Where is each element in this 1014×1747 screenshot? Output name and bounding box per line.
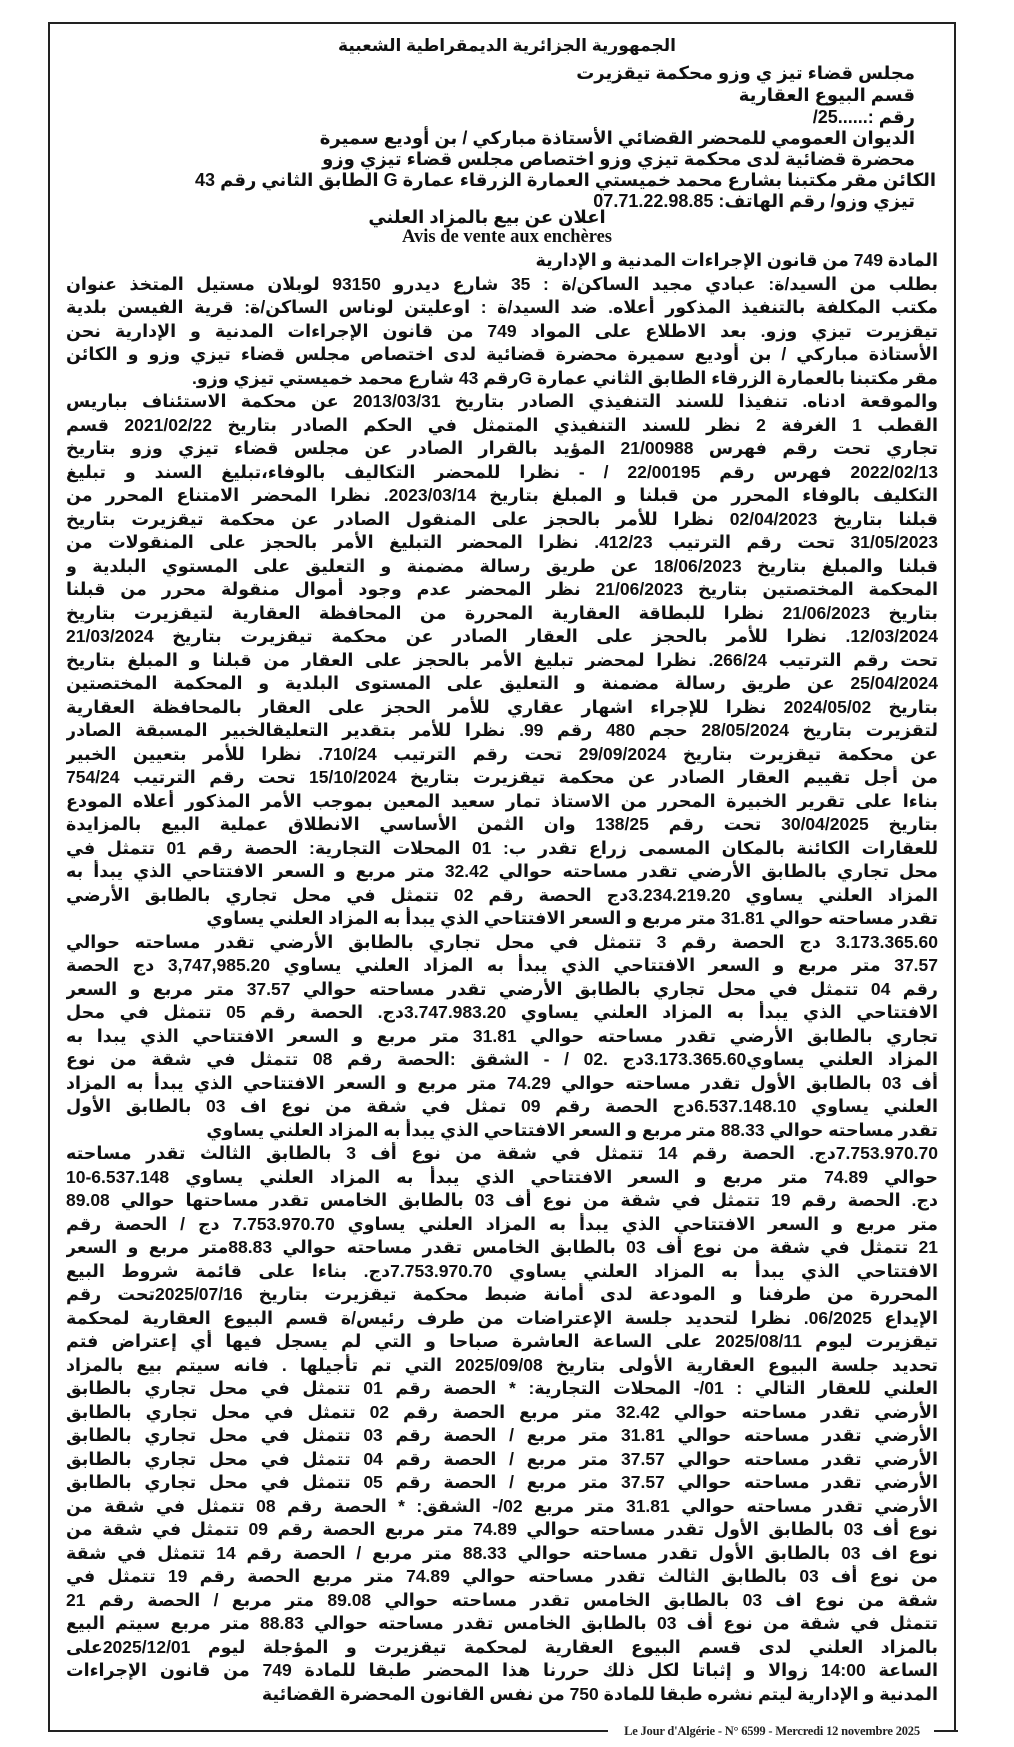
body-line: الأرضي تقدر مساحته حوالي 31.81 متر مربع 02/- الشقق: * الحصة رقم 08 تتمثل في شقة من (66, 1495, 938, 1516)
body-line: لتقزيرت بتاريخ 28/05/2024 حجم 480 رقم 99. نظرا للأمر بتقدير التعليقالخبير المسبقة الصادر (66, 720, 938, 740)
body-line: تحديد جلسة البيوع العقارية الأولى بتاريخ 2025/09/08 التي تم تأجيلها . فانه سيتم بيع بالمزاد (66, 1354, 938, 1375)
body-line: تيقزيرت تيزي وزو. بعد الاطلاع على المواد 749 من قانون الإجراءات المدنية و الإدارية نحن (66, 320, 938, 341)
body-line: العلني للعقار التالي : 01/- المحلات التجارية: * الحصة رقم 01 تتمثل في محل تجاري بالطابق (66, 1378, 938, 1398)
body-line: مكتب المكلفة بالتنفيذ المذكور أعلاه. ضد السيد/ة : اوعليتن لوناس الساكن/ة: قرية الفيسن بلدية (66, 297, 938, 317)
body-line: أف 03 بالطابق الأول تقدر مساحته حوالي 74.29 متر مربع و السعر الافتتاحي الذي يبدأ به المزاد (66, 1072, 938, 1093)
body-line: الأرضي تقدر مساحته حوالي 37.57 متر مربع / الحصة رقم 04 تتمثل في محل تجاري بالطابق (66, 1448, 938, 1469)
body-line: مقر مكتبنا بالعمارة الزرقاء الطابق الثاني عمارة Gرقم 43 شارع محمد خميستي تيزي وزو. (191, 367, 938, 388)
body-line: نوع أف 03 بالطابق الأول تقدر مساحته حوالي 74.89 متر مربع الحصة رقم 09 تتمثل في شقة من (66, 1519, 938, 1539)
body-line: 31/05/2023 تحت رقم الترتيب 412/23. نظرا المحضر التبليغ الأمر بالحجز على المنقولات من (66, 532, 938, 552)
body-line: من أجل تقييم العقار الصادر عن محكمة تيقزيرت بتاريخ 15/10/2024 تحت رقم الترتيب 754/24 (66, 767, 938, 787)
body-line: المزاد العلني يساوي3.173.365.60دج .02 / - الشقق :الحصة رقم 08 تتمثل في شقة من نوع (66, 1049, 938, 1069)
body-line: دج. الحصة رقم 19 تتمثل في شقة من نوع أف 03 بالطابق الخامس تقدر مساحتها حوالي 89.08 (66, 1190, 938, 1210)
body-line: المادة 749 من قانون الإجراءات المدنية و الإدارية (535, 250, 938, 270)
section-name: قسم البيوع العقارية (738, 85, 915, 105)
footer-rule-left (48, 1730, 608, 1732)
reference-number: رقم :......25/ (812, 107, 915, 127)
body-line: الأرضي تقدر مساحته حوالي 32.42 متر مربع الحصة رقم 02 تتمثل في محل تجاري بالطابق (66, 1401, 938, 1422)
body-line: 25/04/2024 عن طريق رسالة مضمنة و التعليق على المستوى البلدية و المحكمة المختصتين (66, 673, 938, 693)
body-line: تقدر مساحته حوالي 88.33 متر مربع و السعر الافتتاحي الذي يبدأ به المزاد العلني يساوي (206, 1119, 938, 1140)
body-line: بتاريخ 2024/05/02 نظرا للإجراء اشهار عقاري للأمر الحجز على العقار بالمحافظة العقارية (66, 696, 938, 717)
body-line: بالمزاد العلني لدى قسم البيوع العقارية لمحكمة تيقزيرت و المؤجلة ليوم 2025/12/01على (66, 1636, 938, 1657)
body-line: 21 تتمثل في شقة من نوع أف 03 بالطابق الخامس تقدر مساحته حوالي 88.83متر مربع و السعر (66, 1237, 938, 1257)
notice-body (66, 249, 938, 1706)
body-line: 2022/02/13 فهرس رقم 22/00195 / - نظرا للمحضر التكاليف بالوفاء،تبليغ السند و تبليغ (66, 461, 938, 482)
body-line: 7.753.970.70دج. الحصة رقم 14 تتمثل في شقة من نوع أف 3 بالطابق الثالث تقدر مساحته (66, 1143, 938, 1163)
body-line: نوع اف 03 بالطابق الأول تقدر مساحته حوالي 88.33 متر مربع / الحصة رقم 14 تتمثل في شقة (66, 1542, 938, 1563)
body-line: بتاريخ 21/06/2023 نظرا للبطاقة العقارية المحررة من المحافظة العقارية لتيقزيرت بتاريخ (66, 602, 938, 623)
body-line: الأرضي تقدر مساحته حوالي 37.57 متر مربع / الحصة رقم 05 تتمثل في محل تجاري بالطابق (66, 1472, 938, 1492)
body-line: قبلنا والمبلغ بتاريخ 18/06/2023 عن طريق رسالة مضمنة و التعليق على المستوي البلدية و (66, 555, 938, 576)
body-line: عن محكمة تيقزيرت بتاريخ 29/09/2024 تحت رقم الترتيب 710/24. نظرا للأمر بتعيين الخبير (66, 743, 938, 764)
body-line: الساعة 14:00 زوالا و إثباتا لكل ذلك حررنا هذا المحضر طبقا للمادة 749 من قانون الإجراءات (66, 1660, 938, 1680)
body-line: القطب 1 الغرفة 2 نظر للسند التنفيذي المتمثل في الحكم الصادر بتاريخ 2021/02/22 قسم (66, 414, 938, 435)
body-line: بتاريخ 30/04/2025 تحت رقم 138/25 وان الثمن الأساسي الانطلاق عملية البيع بالمزايدة (66, 814, 938, 834)
body-line: 3.173.365.60 دج الحصة رقم 3 تتمثل في محل تجاري بالطابق الأرضي تقدر مساحته حوالي (66, 931, 938, 952)
body-line: تجاري بالطابق الأرضي تقدر مساحته حوالي 31.81 متر مربع و السعر الافتتاحي الذي يبدا به (66, 1025, 938, 1046)
body-line: المحررة من طرفنا و المودعة لدى أمانة ضبط محكمة تيقزيرت بتاريخ 2025/07/16تحت رقم (66, 1284, 938, 1304)
body-line: الأرضي تقدر مساحته حوالي 31.81 متر مربع / الحصة رقم 03 تتمثل في محل تجاري بالطابق (66, 1425, 938, 1445)
body-line: بطلب من السيد/ة: عبادي مجيد الساكن/ة : 35 شارع ديدرو 93150 لوبلان مستيل المتخذ عنوان (66, 273, 938, 294)
body-line: العلني يساوي 6.537.148.10دج الحصة رقم 09 تمثل في شقة من نوع اف 03 بالطابق الأول (66, 1096, 938, 1116)
office-name: الديوان العمومي للمحضر القضائي الأستاذة مباركي / بن أوديع سميرة (319, 128, 915, 148)
body-line: تحت رقم الترتيب 266/24. نظرا لمحضر تبليغ الأمر بالحجز على العقار من قبلنا و المبلغ بتاريخ (66, 649, 938, 670)
body-line: تقدر مساحته حوالي 31.81 متر مربع و السعر الافتتاحي الذي يبدأ به المزاد العلني يساوي (206, 908, 938, 928)
body-line: الافتتاحي الذي يبدأ به المزاد العلني يساوي 3.747.983.20دج. الحصة رقم 05 تتمثل في محل (66, 1002, 938, 1022)
body-line: شقة من نوع اف 03 بالطابق الخامس تقدر مساحته حوالي 89.08 متر مربع / الحصة رقم 21 (66, 1589, 938, 1610)
body-line: تتمثل في شقة من نوع أف 03 بالطابق الخامس تقدر مساحته حوالي 88.83 متر مربع سيتم البيع (66, 1613, 938, 1633)
body-line: الأستاذة مباركي / بن أوديع سميرة محضرة قضائية لدى اختصاص مجلس قضاء تيزي وزو و الكائن (66, 344, 938, 364)
announcement-french: Avis de vente aux enchères (402, 227, 612, 247)
republic-title: الجمهورية الجزائرية الديمقراطية الشعبية (338, 36, 676, 55)
body-line: المدنية و الإدارية ليتم نشره طبقا للمادة 750 من نفس القانون المحضرة القضائية (261, 1683, 938, 1704)
body-line: والموقعة ادناه. تنفيذا للسند التنفيذي الصادر بتاريخ 2013/03/31 عن محكمة الاستئناف بباريس (66, 391, 938, 411)
body-line: التكليف بالوفاء المحرر من قبلنا و المبلغ بتاريخ 2023/03/14. نظرا المحضر الامتناع المحرر من (66, 485, 938, 505)
office-address: الكائن مقر مكتبنا بشارع محمد خميستي العمارة الزرقاء عمارة G الطابق الثاني رقم 43 (195, 170, 936, 190)
court-name: مجلس قضاء تيز ي وزو محكمة تيقزيرت (576, 63, 915, 83)
body-line: قبلنا بتاريخ 02/04/2023 نظرا للأمر بالحجز على المنقول الصادر عن محكمة تيقزيرت بتاريخ (66, 508, 938, 529)
phone-number: تيزي وزو/ رقم الهاتف: 07.71.22.98.85 (593, 191, 915, 211)
body-line: محل تجاري بالطابق الأرضي تقدر مساحته حوالي 32.42 متر مربع و السعر الافتتاحي الذي يبدأ به (66, 861, 938, 881)
body-line: بناءا على تقرير الخبيرة المحرر من الاستاذ تمار سعيد المعين بموجب الأمر المذكور أعلاه المودع (66, 790, 938, 811)
body-line: 37.57 متر مربع و السعر الافتتاحي الذي يبدأ به المزاد العلني يساوي 3,747,985.20 دج الحصة (66, 955, 938, 975)
body-line: من نوع أف 03 بالطابق الثالث تقدر مساحته حوالي 74.89 متر مربع الحصة رقم 19 تتمثل في (66, 1566, 938, 1586)
body-line: المحكمة المختصتين بتاريخ 21/06/2023 نظر المحضر عدم وجود أموال منقولة محرر من قبلنا (66, 579, 938, 599)
body-line: رقم 04 تتمثل في محل تجاري بالطابق الأرضي تقدر مساحته حوالي 37.57 متر مربع و السعر (66, 978, 938, 999)
body-line: 12/03/2024. نظرا للأمر بالحجز على العقار الصادر عن محكمة تيقزيرت بتاريخ 21/03/2024 (66, 626, 938, 646)
newspaper-footer: Le Jour d'Algérie - N° 6599 - Mercredi 12 novembre 2025 (624, 1724, 920, 1738)
footer-rule-right (934, 1730, 958, 1732)
body-line: تجاري تحت رقم فهرس 21/00988 المؤيد بالقرار الصادر عن مجلس قضاء تيزي وزو بتاريخ (66, 438, 938, 458)
body-line: متر مربع و السعر الافتتاحي الذي يبدأ به المزاد العلني يساوي 7.753.970.70 دج / الحصة رقم (66, 1213, 938, 1234)
body-line: الإيداع 06/2025. نظرا لتحديد جلسة الإعتراضات من طرف رئيس/ة قسم البيوع العقارية لمحكمة (66, 1307, 938, 1328)
body-line: المزاد العلني يساوي 3.234.219.20دج الحصة رقم 02 تتمثل في محل تجاري بالطابق الأرضي (66, 884, 938, 905)
body-line: الافتتاحي الذي يبدأ به المزاد العلني يساوي 7.753.970.70دج. بناءا على قائمة شروط البيع (66, 1260, 938, 1281)
bailiff-info: محضرة قضائية لدى محكمة تيزي وزو اختصاص مجلس قضاء تيزي وزو (322, 149, 915, 169)
body-line: للعقارات الكائنة بالمكان المسمى زراع تقدر ب: 01 المحلات التجارية: الحصة رقم 01 تتمثل في (66, 837, 938, 858)
announcement-arabic: اعلان عن بيع بالمزاد العلني (368, 207, 606, 227)
body-line: تيقزيرت ليوم 2025/08/11 على الساعة العاشرة صباحا و التي لم يسجل فيها أي إعتراض فتم (66, 1331, 938, 1351)
body-line: حوالي 74.89 متر مربع و السعر الافتتاحي الذي يبدأ به المزاد العلني يساوي 6.537.148-10 (66, 1166, 938, 1187)
